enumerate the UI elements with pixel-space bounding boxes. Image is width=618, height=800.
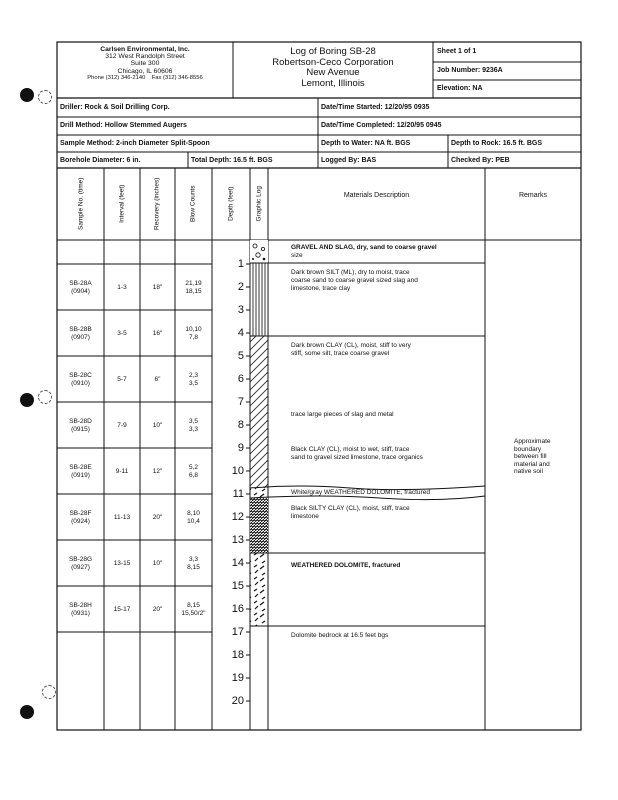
depth-17: 17	[231, 626, 244, 638]
col-remarks: Remarks	[518, 192, 547, 199]
sample-id: SB-28H	[69, 602, 92, 609]
sample-time: (0919)	[71, 472, 90, 479]
desc-silt-line3: limestone, trace clay	[291, 285, 351, 292]
sample-interval: 15-17	[113, 606, 131, 613]
sample-time: (0907)	[71, 334, 90, 341]
desc-gravel-line1: GRAVEL AND SLAG, dry, sand to coarse gravel	[291, 244, 437, 251]
sample-id: SB-28D	[69, 418, 92, 425]
sample-blows-1: 10,10	[185, 326, 202, 333]
remark-line1: Approximate	[514, 438, 551, 445]
sample-recovery: 10"	[152, 560, 163, 567]
date-completed: Date/Time Completed: 12/20/95 0945	[321, 122, 442, 129]
graphic-log-silt	[250, 263, 268, 336]
desc-slag-metal: trace large pieces of slag and metal	[291, 411, 394, 418]
sample-recovery: 18"	[152, 284, 163, 291]
graphic-log-weathered-dolomite-upper	[250, 488, 268, 498]
sample-recovery: 10"	[152, 422, 163, 429]
sample-blows-2: 15,50/2"	[181, 610, 206, 617]
company-street: 312 West Randolph Street	[105, 53, 185, 61]
desc-silty-clay-line1: Black SILTY CLAY (CL), moist, stiff, trace	[291, 505, 410, 512]
sample-recovery: 20"	[152, 606, 163, 613]
company-suite: Suite 300	[130, 60, 160, 68]
sample-blows-2: 3,5	[188, 380, 199, 387]
sample-blows-1: 2,3	[188, 372, 199, 379]
desc-clay-line2: stiff, some silt, trace coarse gravel	[291, 350, 390, 357]
sample-time: (0927)	[71, 564, 90, 571]
depth-7: 7	[237, 396, 244, 408]
company-city: Chicago, IL 60606	[117, 67, 173, 75]
sample-recovery: 12"	[152, 468, 163, 475]
site-city: Lemont, Illinois	[301, 77, 365, 89]
sample-id: SB-28A	[69, 280, 92, 287]
depth-8: 8	[237, 419, 244, 431]
desc-silt-line2: coarse sand to coarse gravel sized slag and	[291, 277, 418, 284]
remark-line5: native soil	[514, 468, 543, 475]
depth-10: 10	[231, 465, 244, 477]
desc-silt-line1: Dark brown SILT (ML), dry to moist, trace	[291, 269, 410, 276]
logged-by: Logged By: BAS	[321, 157, 377, 164]
sample-blows-2: 10,4	[187, 518, 200, 525]
graphic-log-gravel	[250, 240, 268, 263]
depth-16: 16	[231, 603, 244, 615]
company-name: Carlsen Environmental, Inc.	[100, 46, 190, 53]
company-fax: Fax (312) 346-8556	[151, 74, 203, 81]
sample-interval: 3-5	[117, 330, 127, 337]
sample-blows-2: 3,3	[188, 426, 199, 433]
sample-time: (0931)	[71, 610, 90, 617]
sample-recovery: 16"	[152, 330, 163, 337]
desc-gravel-line2: size	[291, 252, 303, 259]
sample-id: SB-28B	[69, 326, 92, 333]
sample-blows-2: 7,8	[188, 334, 199, 341]
remark-line2: boundary	[514, 445, 542, 453]
depth-6: 6	[237, 373, 244, 385]
total-depth: Total Depth: 16.5 ft. BGS	[191, 157, 273, 164]
depth-to-water: Depth to Water: NA ft. BGS	[321, 140, 411, 147]
col-interval: Interval (feet)	[118, 184, 126, 223]
depth-19: 19	[231, 672, 244, 684]
sample-interval: 13-15	[113, 560, 131, 567]
date-started: Date/Time Started: 12/20/95 0935	[321, 104, 430, 111]
desc-black-clay-line1: Black CLAY (CL), moist to wet, stiff, trace	[291, 446, 410, 453]
remarks-note	[514, 438, 551, 476]
desc-silty-clay-line2: limestone	[291, 513, 319, 520]
depth-3: 3	[237, 304, 244, 316]
depth-12: 12	[231, 511, 244, 523]
client-name: Robertson-Ceco Corporation	[272, 56, 394, 68]
col-graphic-log: Graphic Log	[255, 186, 263, 222]
borehole-diameter: Borehole Diameter: 6 in.	[60, 157, 141, 164]
sample-interval: 5-7	[117, 376, 127, 383]
checked-by: Checked By: PEB	[451, 157, 510, 164]
sample-id: SB-28E	[69, 464, 92, 471]
depth-13: 13	[231, 534, 244, 546]
col-depth: Depth (feet)	[227, 186, 235, 221]
remark-line4: material and	[514, 460, 550, 468]
desc-weathered-dolomite: WEATHERED DOLOMITE, fractured	[291, 562, 401, 569]
sample-interval: 11-13	[113, 514, 131, 521]
depth-4: 4	[237, 327, 244, 339]
depth-2: 2	[237, 281, 244, 293]
depth-20: 20	[231, 695, 244, 707]
depth-9: 9	[237, 442, 244, 454]
remark-line3: between fill	[514, 453, 547, 460]
sample-time: (0904)	[71, 288, 90, 295]
elevation: Elevation: NA	[437, 85, 483, 92]
sample-blows-1: 5,2	[188, 464, 199, 471]
depth-11: 11	[232, 488, 244, 500]
desc-black-clay-line2: sand to gravel sized limestone, trace organics	[291, 454, 423, 461]
sample-id: SB-28F	[69, 510, 92, 517]
graphic-log-weathered-dolomite	[250, 553, 268, 626]
drill-method: Drill Method: Hollow Stemmed Augers	[60, 122, 187, 129]
boring-title: Log of Boring SB-28	[290, 46, 376, 57]
sample-blows-2: 18,15	[185, 288, 202, 295]
sample-interval: 9-11	[115, 468, 129, 475]
site-street: New Avenue	[306, 67, 360, 78]
depth-15: 15	[231, 580, 244, 592]
sample-interval: 1-3	[117, 284, 127, 291]
sheet-number: Sheet 1 of 1	[437, 48, 477, 55]
desc-white-dolomite: White/gray WEATHERED DOLOMITE, fractured	[291, 489, 430, 496]
depth-1: 1	[237, 258, 244, 270]
desc-clay-line1: Dark brown CLAY (CL), moist, stiff to very	[291, 342, 411, 349]
sample-blows-1: 21,19	[185, 280, 202, 287]
sample-blows-2: 6,8	[188, 472, 199, 479]
driller: Driller: Rock & Soil Drilling Corp.	[60, 104, 170, 111]
sample-time: (0915)	[71, 426, 90, 433]
col-blow-counts: Blow Counts	[189, 185, 197, 222]
sample-time: (0910)	[71, 380, 90, 387]
col-recovery: Recovery (inches)	[153, 177, 161, 230]
sample-method: Sample Method: 2-inch Diameter Split-Spoon	[60, 140, 210, 147]
sample-blows-1: 8,10	[187, 510, 200, 517]
depth-18: 18	[231, 649, 244, 661]
graphic-log-silty-clay	[250, 498, 268, 553]
depth-14: 14	[231, 557, 244, 569]
sample-interval: 7-9	[117, 422, 127, 429]
job-number: Job Number: 9236A	[437, 67, 503, 74]
sample-time: (0924)	[71, 518, 90, 525]
col-sample-no: Sample No. (time)	[77, 177, 85, 230]
sample-recovery: 20"	[152, 514, 163, 521]
company-block	[60, 46, 230, 82]
sample-blows-1: 3,3	[188, 556, 199, 563]
depth-to-rock: Depth to Rock: 16.5 ft. BGS	[451, 140, 543, 147]
depth-5: 5	[237, 350, 244, 362]
sample-id: SB-28C	[69, 372, 92, 379]
sample-recovery: 6"	[154, 376, 161, 383]
title-block	[234, 47, 432, 89]
col-materials-description: Materials Description	[343, 192, 410, 199]
sample-blows-2: 8,15	[187, 564, 200, 571]
sample-blows-1: 3,5	[188, 418, 199, 425]
sample-blows-1: 8,15	[187, 602, 200, 609]
company-phone: Phone (312) 346-2140	[87, 74, 146, 81]
sample-id: SB-28G	[68, 556, 93, 563]
desc-bedrock: Dolomite bedrock at 16.5 feet bgs	[291, 632, 389, 639]
graphic-log-clay	[250, 336, 268, 488]
